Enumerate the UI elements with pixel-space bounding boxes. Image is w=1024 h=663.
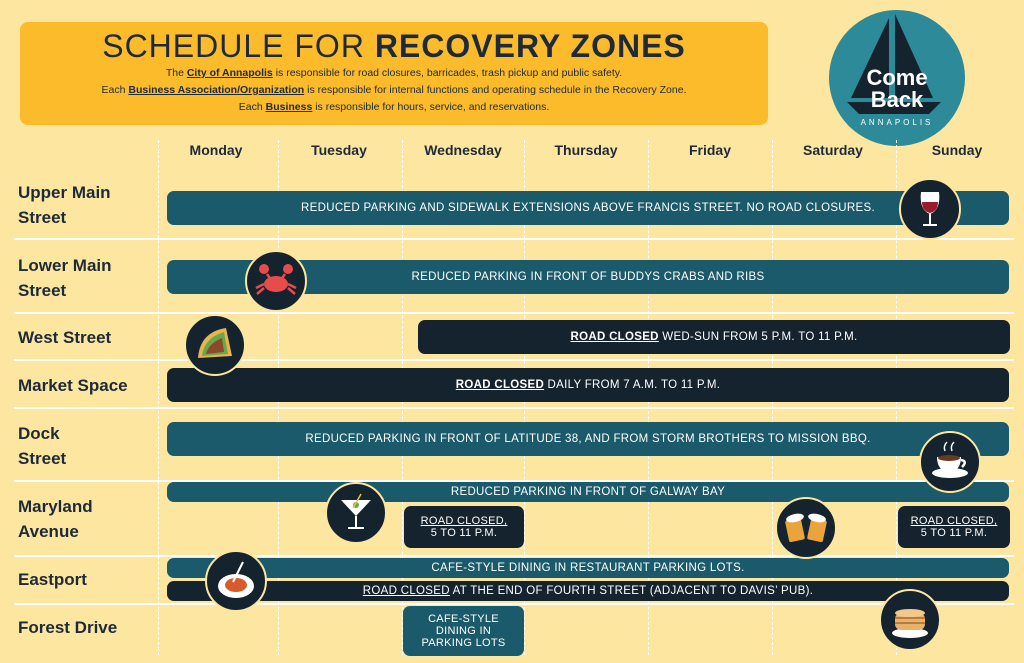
road-closed-label: ROAD CLOSED, <box>910 515 998 527</box>
row-divider <box>14 359 1014 361</box>
wine-glass-icon <box>899 178 961 240</box>
bar-text: REDUCED PARKING IN FRONT OF GALWAY BAY <box>450 486 726 498</box>
header-line-3 <box>20 99 768 116</box>
schedule-bar-market-space <box>167 368 1009 402</box>
road-closed-label: ROAD CLOSED, <box>420 515 508 527</box>
come-back-annapolis-logo <box>829 10 965 146</box>
grid-line <box>158 140 159 655</box>
bar-text: REDUCED PARKING IN FRONT OF BUDDYS CRABS AND RIBS <box>411 271 765 283</box>
bar-text: WED-SUN FROM 5 P.M. TO 11 P.M. <box>658 331 858 343</box>
bar-text: REDUCED PARKING AND SIDEWALK EXTENSIONS ABOVE FRANCIS STREET. NO ROAD CLOSURES. <box>301 202 875 214</box>
row-divider <box>14 603 1014 605</box>
schedule-bar-eastport-dining <box>167 558 1009 578</box>
taco-icon <box>184 314 246 376</box>
bar-text: 5 TO 11 P.M. <box>430 527 498 539</box>
schedule-bar-maryland-wednesday <box>404 506 524 548</box>
bar-text: REDUCED PARKING IN FRONT OF LATITUDE 38, AND FROM STORM BROTHERS TO MISSION BBQ. <box>305 433 871 445</box>
bar-text: CAFE-STYLE <box>428 613 499 625</box>
zone-label-forest-drive: Forest Drive <box>18 618 118 637</box>
day-header-tuesday: Tuesday <box>311 142 367 158</box>
martini-icon <box>325 482 387 544</box>
day-header-saturday: Saturday <box>803 142 863 158</box>
row-divider <box>14 555 1014 557</box>
header-banner <box>20 22 768 125</box>
row-divider <box>14 238 1014 240</box>
zone-label-lower-main-street: Lower Main Street <box>18 256 112 300</box>
line3-post: is responsible for hours, service, and reservations. <box>312 101 550 113</box>
zone-label-dock-street: Dock Street <box>18 424 67 468</box>
pasta-plate-icon <box>205 550 267 612</box>
bar-text: PARKING LOTS <box>421 637 506 649</box>
zone-label-west-street: West Street <box>18 328 112 347</box>
schedule-bar-dock-street <box>167 422 1009 456</box>
zone-label-eastport: Eastport <box>18 570 87 589</box>
schedule-bar-west-street <box>418 320 1010 354</box>
bar-text: 5 TO 11 P.M. <box>920 527 988 539</box>
zone-label-market-space: Market Space <box>18 376 128 395</box>
header-line-2 <box>20 82 768 99</box>
road-closed-label: ROAD CLOSED <box>362 585 450 597</box>
crab-icon <box>245 250 307 312</box>
page-title <box>20 28 768 65</box>
road-closed-label: ROAD CLOSED <box>570 331 659 343</box>
pancakes-icon <box>879 589 941 651</box>
title-light: SCHEDULE FOR <box>102 28 375 64</box>
day-header-sunday: Sunday <box>931 142 983 158</box>
line3-pre: Each <box>238 101 266 113</box>
bar-text: DINING IN <box>435 625 492 637</box>
logo-text-back: Back <box>870 87 924 112</box>
row-divider <box>14 312 1014 314</box>
schedule-bar-forest-drive <box>403 606 524 656</box>
header-line-1 <box>20 65 768 82</box>
bar-text: AT THE END OF FOURTH STREET (ADJACENT TO DAVIS’ PUB). <box>449 585 814 597</box>
bar-text: CAFE-STYLE DINING IN RESTAURANT PARKING LOTS. <box>431 562 745 574</box>
day-header-friday: Friday <box>688 142 731 158</box>
bar-text: DAILY FROM 7 A.M. TO 11 P.M. <box>544 379 721 391</box>
row-divider <box>14 407 1014 409</box>
line1-post: is responsible for road closures, barricades, trash pickup and public safety. <box>272 67 623 79</box>
schedule-bar-maryland-avenue <box>167 482 1009 502</box>
line1-pre: The <box>165 67 187 79</box>
line1-bold: City of Annapolis <box>186 67 273 79</box>
line3-bold: Business <box>265 101 313 113</box>
beer-mugs-icon <box>775 497 837 559</box>
line2-bold: Business Association/Organization <box>128 84 305 96</box>
zone-label-upper-main-street: Upper Main Street <box>18 183 111 227</box>
line2-post: is responsible for internal functions and operating schedule in the Recovery Zone. <box>304 84 687 96</box>
logo-text-come: Come <box>866 65 928 90</box>
schedule-bar-maryland-sunday <box>898 506 1010 548</box>
day-header-monday: Monday <box>189 142 243 158</box>
schedule-bar-upper-main <box>167 191 1009 225</box>
day-header-thursday: Thursday <box>554 142 618 158</box>
logo-text-annapolis: ANNAPOLIS <box>860 118 934 127</box>
zone-label-maryland-avenue: Maryland Avenue <box>18 497 93 541</box>
line2-pre: Each <box>101 84 129 96</box>
day-header-wednesday: Wednesday <box>424 142 502 158</box>
coffee-cup-icon <box>919 431 981 493</box>
road-closed-label: ROAD CLOSED <box>455 379 545 391</box>
title-bold: RECOVERY ZONES <box>374 28 686 64</box>
